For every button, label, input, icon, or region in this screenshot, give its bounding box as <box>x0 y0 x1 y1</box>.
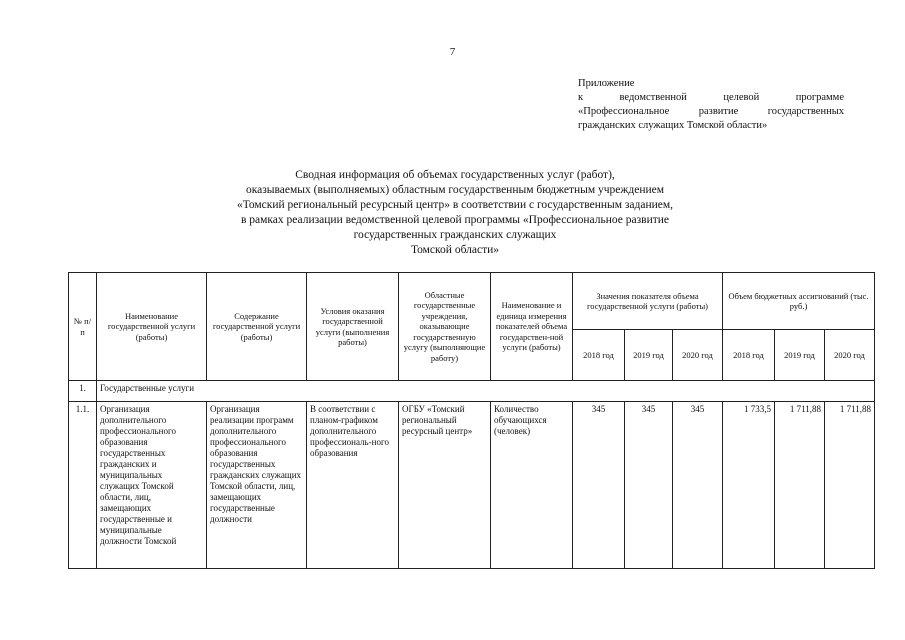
appendix-line-3: гражданских служащих Томской области» <box>578 120 768 131</box>
header-content: Содержание государственной услуги (работы) <box>207 273 307 381</box>
header-year: 2019 год <box>775 330 825 381</box>
row-conditions: В соответствии с планом-графиком дополнительного профессиональ-ного образования <box>307 402 399 569</box>
row-value-2019: 345 <box>625 402 673 569</box>
row-num: 1.1. <box>69 402 97 569</box>
header-budget: Объем бюджетных ассигнований (тыс. руб.) <box>723 273 875 330</box>
section-num: 1. <box>69 381 97 402</box>
row-budget-2020: 1 711,88 <box>825 402 875 569</box>
header-service-name: Наименование государственной услуги (работы) <box>97 273 207 381</box>
header-year: 2020 год <box>825 330 875 381</box>
appendix-label: Приложение <box>578 78 635 89</box>
title-line-1: Сводная информация об объемах государственных услуг (работ), <box>295 169 615 181</box>
title-line-4: в рамках реализации ведомственной целевой программы «Профессиональное развитие <box>240 214 670 226</box>
page-number: 7 <box>449 46 456 58</box>
header-indicator: Наименование и единица измерения показателей объема государствен-ной услуги (работы) <box>491 273 573 381</box>
title-line-5: государственных гражданских служащих <box>353 229 557 241</box>
header-indicator-values: Значения показателя объема государственной услуги (работы) <box>573 273 723 330</box>
services-table <box>68 272 875 569</box>
table-row <box>69 402 875 569</box>
header-year: 2019 год <box>625 330 673 381</box>
header-year: 2018 год <box>573 330 625 381</box>
row-content: Организация реализации программ дополнительного профессионального образования государственных гражданских служащих Томской области, лиц, замещающих государственные должности <box>207 402 307 569</box>
title-line-2: оказываемых (выполняемых) областным государственным бюджетным учреждением <box>245 184 665 196</box>
row-value-2020: 345 <box>673 402 723 569</box>
document-title <box>160 168 750 258</box>
appendix-line-1: к ведомственной целевой программе <box>578 92 844 103</box>
header-institutions: Областные государственные учреждения, оказывающие государственную услугу (выполняющие работу) <box>399 273 491 381</box>
row-service-name: Организация дополнительного профессионального образования государственных гражданских и муниципальных служащих Томской области, лиц, замещающих государственные и муниципальные должности Томской <box>97 402 207 569</box>
row-institution: ОГБУ «Томский региональный ресурсный центр» <box>399 402 491 569</box>
row-budget-2019: 1 711,88 <box>775 402 825 569</box>
row-budget-2018: 1 733,5 <box>723 402 775 569</box>
title-line-6: Томской области» <box>410 244 500 256</box>
header-year: 2018 год <box>723 330 775 381</box>
appendix-block <box>578 77 844 133</box>
header-year: 2020 год <box>673 330 723 381</box>
row-indicator: Количество обучающихся (человек) <box>491 402 573 569</box>
header-num: № п/п <box>69 273 97 381</box>
appendix-line-2: «Профессиональное развитие государственных <box>578 106 844 117</box>
title-line-3: «Томский региональный ресурсный центр» в соответствии с государственным заданием, <box>236 199 674 211</box>
section-row <box>69 381 875 402</box>
header-conditions: Условия оказания государственной услуги (выполнения работы) <box>307 273 399 381</box>
row-value-2018: 345 <box>573 402 625 569</box>
section-label: Государственные услуги <box>97 381 875 402</box>
